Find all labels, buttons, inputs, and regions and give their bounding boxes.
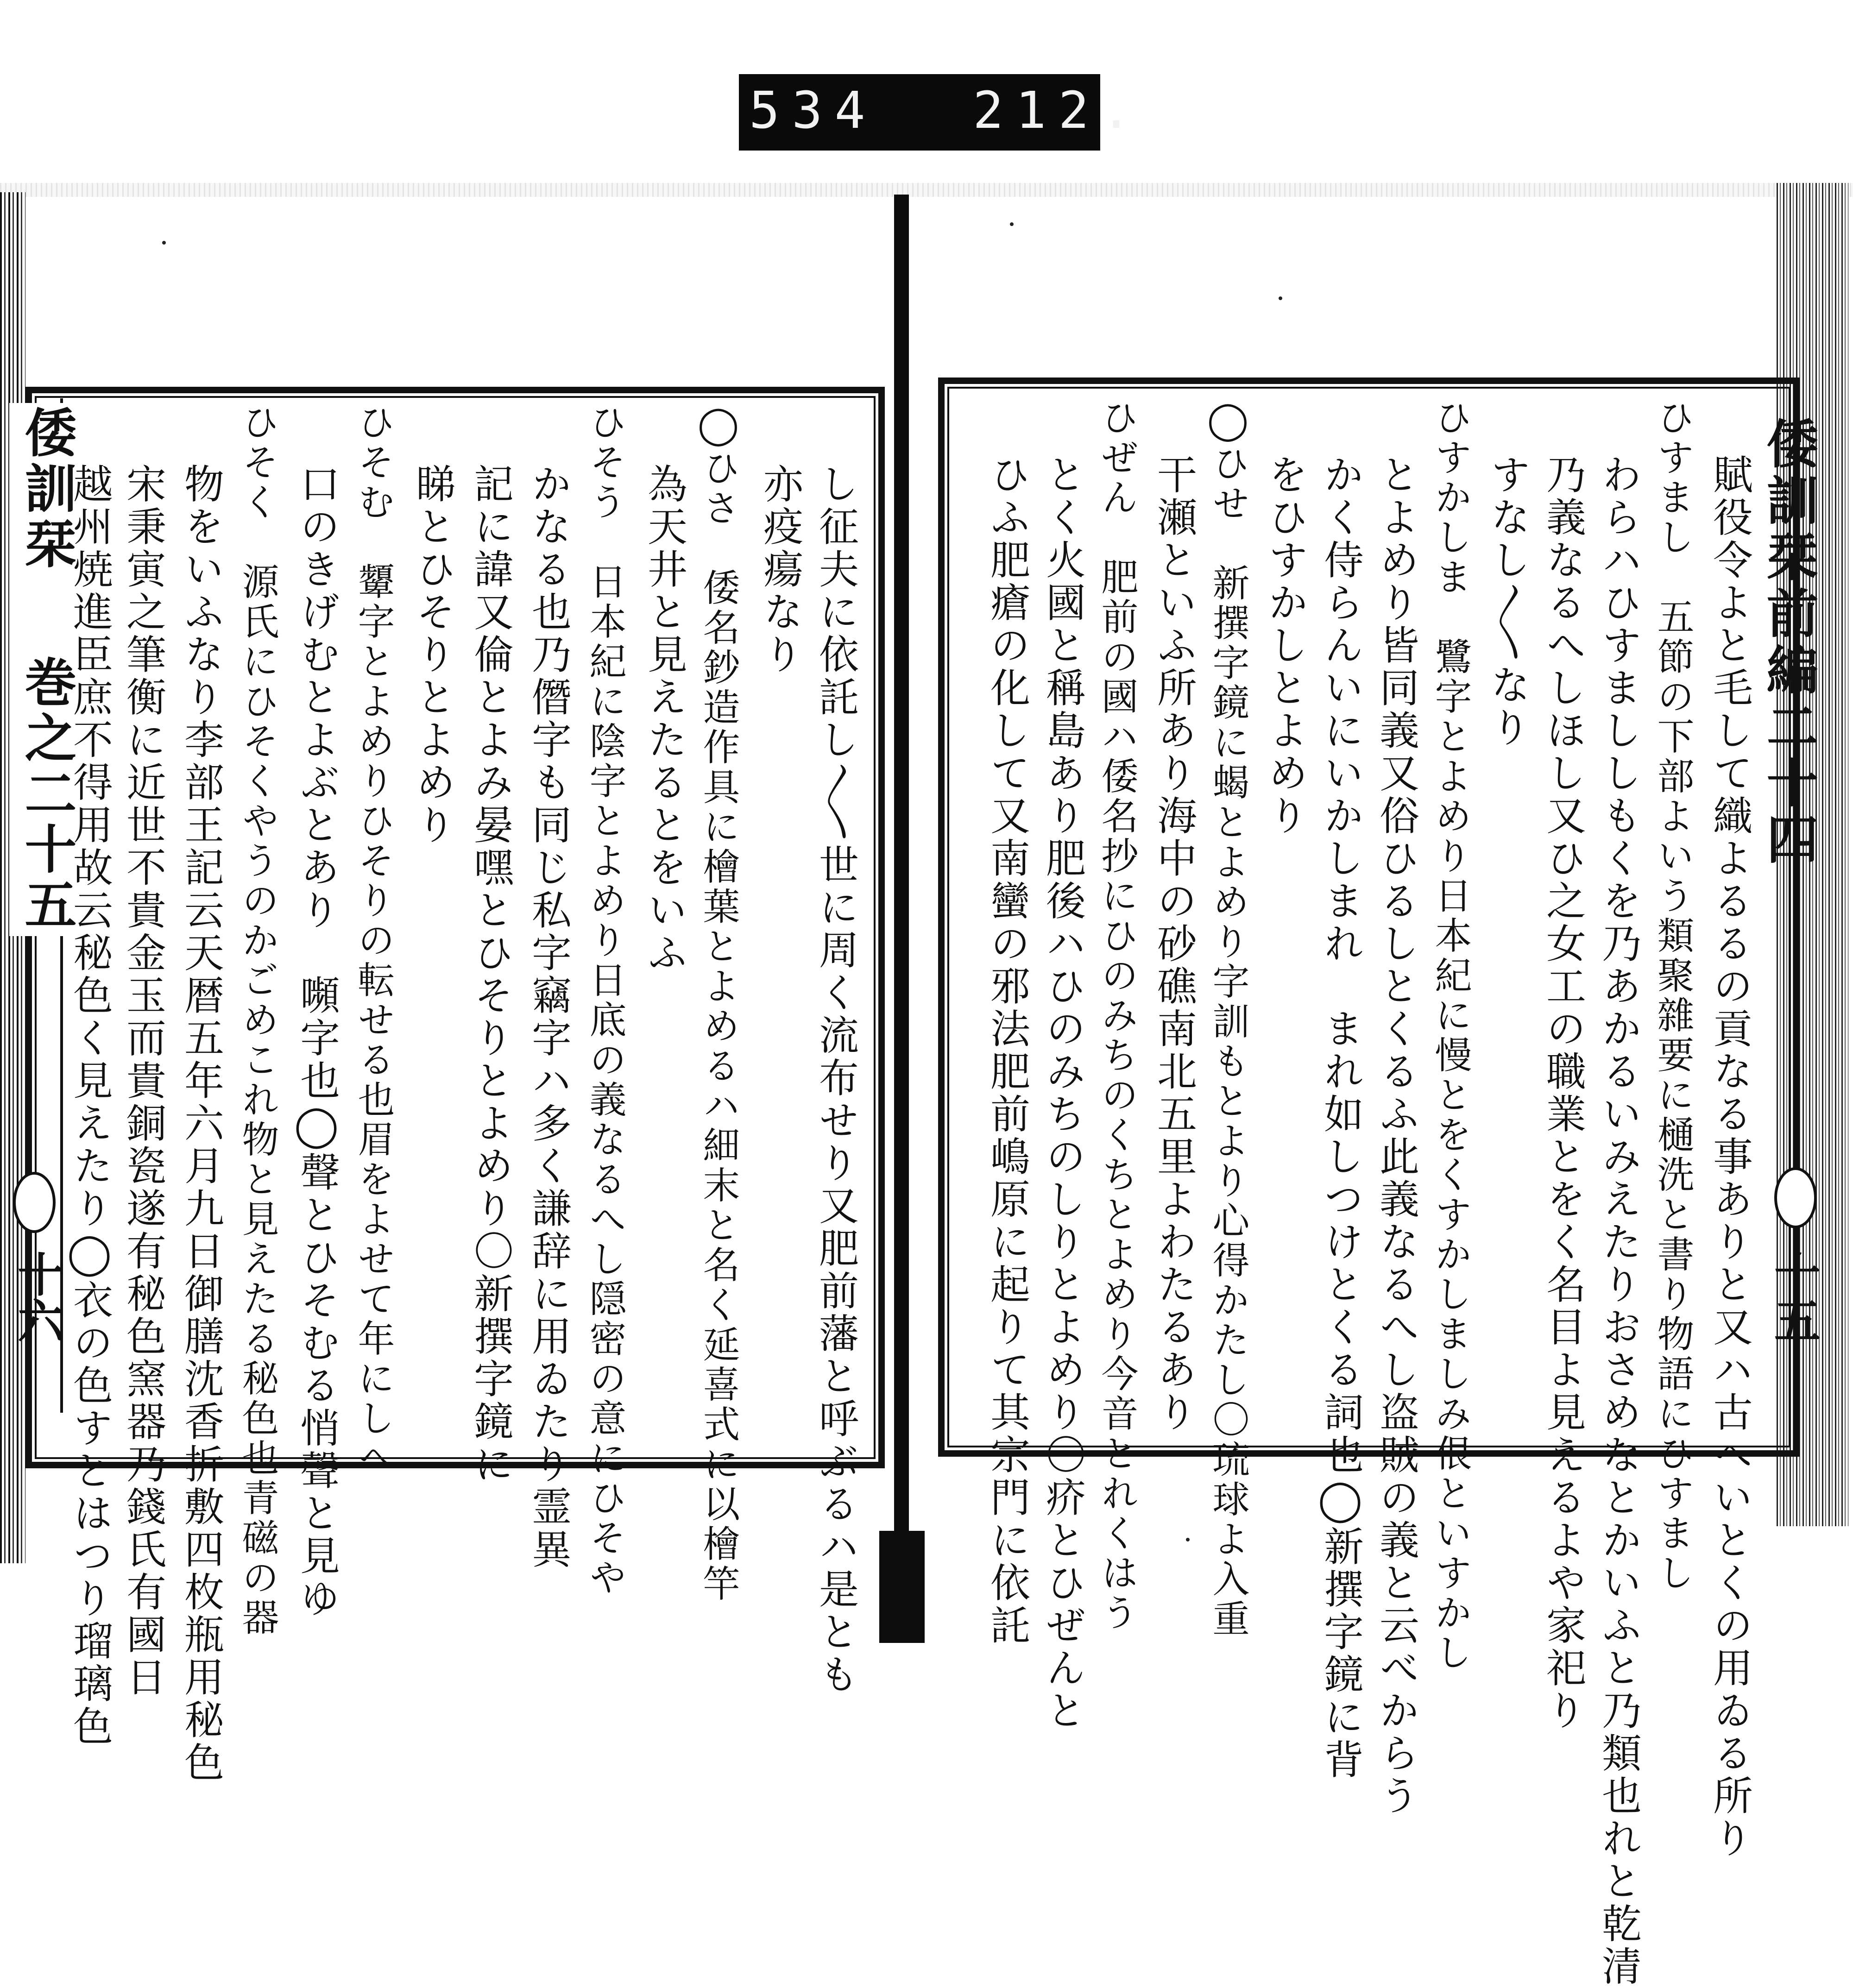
volume-title: 巻之二十五	[16, 655, 77, 933]
right-header: 倭訓栞前編二十四	[1758, 417, 1819, 869]
binding-gutter	[894, 195, 909, 1538]
text-column: わらハひすまししもくを乃あかるいみえたりおさめなとかいふと乃類也れと乾清	[1595, 454, 1641, 1988]
entry-column: ◯ひせ 新撰字鏡に蝎とよめり字訓もとより心得かたし〇琉球よ入重	[1206, 398, 1249, 1639]
text-column: とよめり皆同義又俗ひるしとくるふ此義なるへし盗賊の義と云べからう	[1373, 454, 1419, 1818]
left-notch	[13, 1172, 56, 1233]
catalog-number-right: 212.	[973, 81, 1144, 140]
text-column: 亦疫瘍なり	[756, 463, 803, 676]
text-column: かなる也乃僭字も同じ私字竊字ハ多く謙辞に用ゐたり霊異	[525, 463, 571, 1571]
text-column: 賦役令よと毛して織よるるの貢なる事ありと又ハ古へいとくの用ゐる所り	[1706, 454, 1752, 1860]
catalog-label	[739, 74, 1144, 151]
text-column: 口のきげむとよぶとあり 嚬字也◯聲とひそむる悄聲と見ゆ	[293, 463, 340, 1620]
entry-column: ひすまし 五節の下部よいう類聚雜要に樋洗と書り物語にひすまし	[1651, 398, 1694, 1593]
right-notch	[1774, 1167, 1817, 1228]
text-column: とく火國と稱島あり肥後ハひのみちのしりとよめり〇疥とひぜんと	[1039, 454, 1085, 1732]
entry-column: ひすかしま 鷺字とよめり日本紀に慢とをくすかしましみ佷といすかし	[1429, 398, 1472, 1673]
text-column: し征夫に依託し〳〵世に周く流布せり又肥前藩と呼ぶるハ是とも	[812, 463, 858, 1696]
scan-speck	[1186, 1538, 1190, 1541]
text-column: 越州焼進臣庶不得用故云秘色く見えたり◯衣の色すとはつり瑠璃色	[66, 463, 113, 1748]
text-column: 干瀬といふ所あり海中の砂礁南北五里よわたるあり	[1150, 454, 1197, 1434]
entry-column: ひそく 源氏にひそくやうのかごめこれ物と見えたる秘色也青磁の器	[236, 403, 279, 1638]
catalog-number-left: 534	[749, 81, 877, 140]
left-page-number: 十六	[10, 1251, 64, 1343]
text-column: をひすかしとよめり	[1261, 454, 1308, 837]
binding-clip	[879, 1531, 925, 1643]
book-title: 倭訓栞	[16, 406, 77, 572]
text-column: 記に諱又倫とよみ晏嘿とひそりとよめり〇新撰字鏡に	[467, 463, 513, 1486]
text-column: 為天井と見えたるとをいふ	[641, 463, 687, 975]
scan-speck	[1010, 222, 1014, 226]
entry-column: ひそう 日本紀に陰字とよめり日底の義なるへし隠密の意にひそや	[583, 403, 626, 1598]
entry-column: ◯ひさ 倭名鈔造作具に檜葉とよめるハ細末と名く延喜式に以檜竿	[697, 403, 740, 1604]
text-column: 物をいふなり李部王記云天暦五年六月九日御膳沈香折敷四枚瓶用秘色	[177, 463, 224, 1784]
scan-speck	[162, 241, 166, 245]
scan-edge-top	[0, 183, 1853, 197]
entry-column: ひぜん 肥前の國ハ倭名抄にひのみちのくちとよめり今音とれくはう	[1095, 398, 1138, 1633]
text-column: すなし〳〵なり	[1484, 454, 1530, 749]
text-column: 睇とひそりとよめり	[409, 463, 455, 847]
text-column: ひふ肥瘡の化して又南蠻の邪法肥前嶋原に起りて其宗門に依託	[983, 454, 1030, 1647]
text-column: かく侍らんいにいかしまれ まれ如しつけとくる詞也◯新撰字鏡に背	[1317, 454, 1363, 1781]
right-page-number: 十五	[1766, 1251, 1821, 1343]
text-column: 乃義なるへしほし又ひ之女工の職業とをく名目よ見えるよや家祀り	[1539, 454, 1586, 1732]
text-column: 宋秉寅之筆衡に近世不貴金玉而貴銅瓷遂有秘色窯器乃錢氏有國日	[120, 463, 166, 1699]
scan-speck	[1279, 296, 1282, 300]
entry-column: ひそむ 顰字とよめりひそりの転せる也眉をよせて年にしへ	[352, 403, 395, 1478]
